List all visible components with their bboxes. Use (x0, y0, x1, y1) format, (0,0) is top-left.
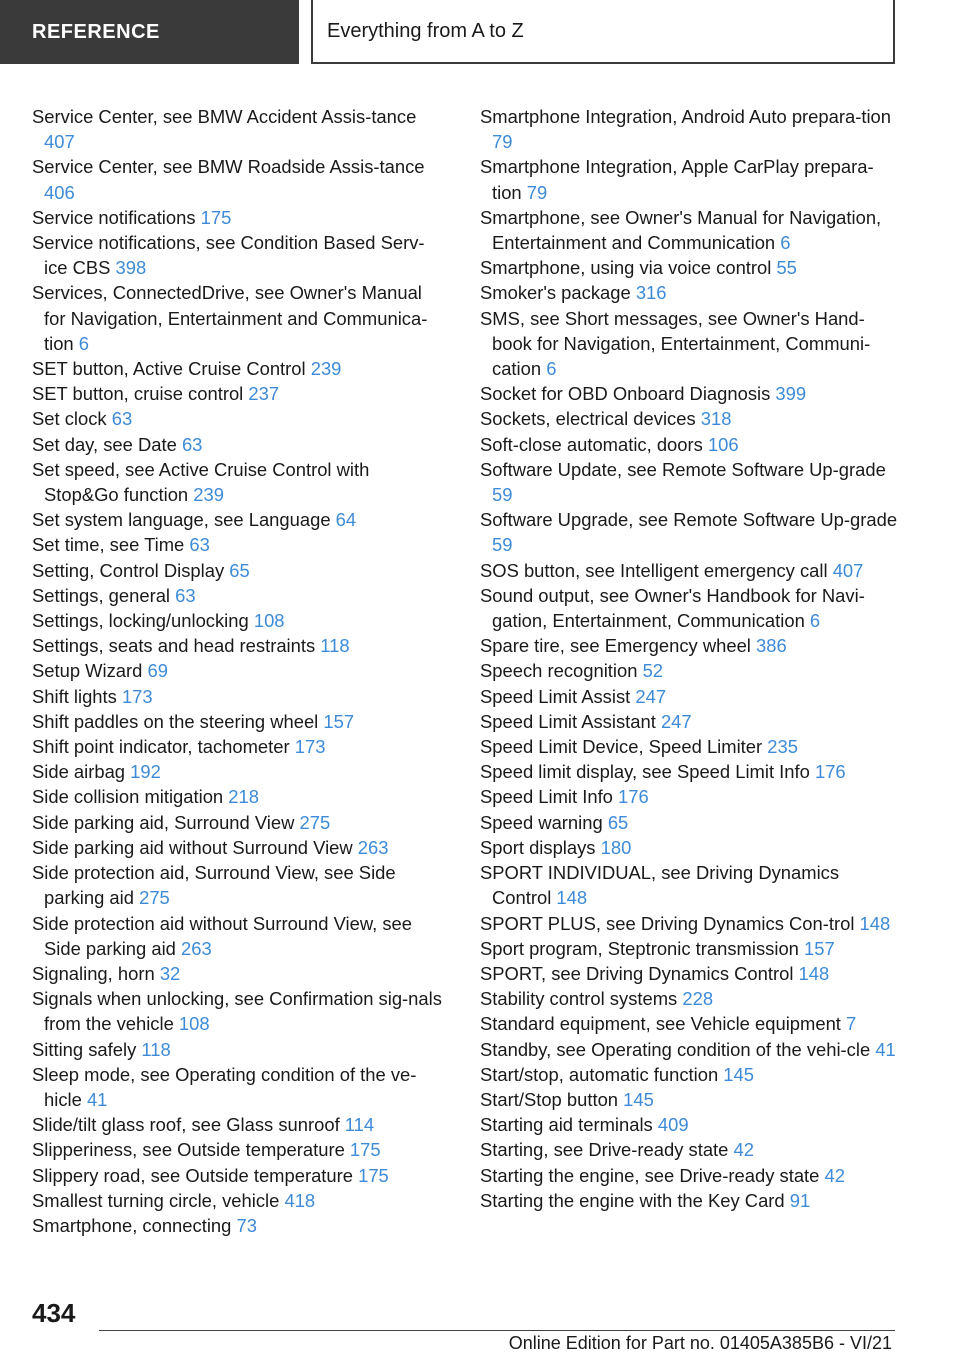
index-entry (480, 633, 900, 658)
page-reference-link[interactable]: 6 (546, 358, 557, 380)
page-reference-link[interactable]: 239 (310, 358, 342, 380)
page-reference-link[interactable]: 237 (248, 383, 280, 405)
index-term: Service Center, see BMW Roadside Assis-tance (32, 156, 425, 178)
index-entry (32, 1137, 447, 1162)
page-reference-link[interactable]: 6 (78, 332, 89, 354)
index-entry (32, 684, 447, 709)
index-term: Slide/tilt glass roof, see Glass sunroof (32, 1114, 345, 1136)
index-entry (32, 230, 447, 280)
index-entry (480, 432, 900, 457)
index-entry (480, 835, 900, 860)
index-term: Speech recognition (480, 660, 643, 682)
index-entry (480, 457, 900, 507)
page-reference-link[interactable]: 145 (723, 1063, 754, 1085)
index-entry (32, 356, 447, 381)
index-entry (480, 406, 900, 431)
index-entry (32, 205, 447, 230)
index-entry (32, 1062, 447, 1112)
page-reference-link[interactable]: 6 (809, 610, 821, 632)
index-entry (32, 1037, 447, 1062)
page-reference-link[interactable]: 63 (189, 534, 210, 556)
page-reference-link[interactable]: 418 (284, 1189, 316, 1211)
index-term: Settings, seats and head restraints (32, 635, 321, 657)
index-entry (480, 205, 900, 255)
index-term: SPORT INDIVIDUAL, see Driving Dynamics Control (480, 862, 840, 909)
index-entry (32, 658, 447, 683)
page-reference-link[interactable]: 176 (618, 786, 649, 808)
index-entry (480, 381, 900, 406)
page-reference-link[interactable]: 145 (623, 1088, 654, 1110)
index-entry (32, 154, 447, 204)
page-reference-link[interactable]: 148 (859, 912, 891, 934)
index-term: Settings, locking/unlocking (32, 610, 254, 632)
index-entry (32, 280, 447, 356)
index-term: Set clock (32, 408, 112, 430)
index-term: Service Center, see BMW Accident Assis-tance (32, 106, 417, 127)
footer-divider (99, 1330, 895, 1331)
index-entry (480, 986, 900, 1011)
index-entry (480, 1163, 900, 1188)
page-reference-link[interactable]: 114 (344, 1114, 375, 1136)
page-reference-link[interactable]: 41 (86, 1088, 108, 1110)
index-entry (480, 583, 900, 633)
index-entry (480, 759, 900, 784)
index-term: Shift paddles on the steering wheel (32, 710, 324, 732)
index-column-left (32, 104, 447, 1238)
index-entry (480, 1112, 900, 1137)
index-term: SOS button, see Intelligent emergency call (480, 559, 833, 581)
index-term: Set time, see Time (32, 534, 190, 556)
index-entry (480, 154, 900, 204)
page-reference-link[interactable]: 406 (44, 181, 75, 203)
index-term: Speed Limit Device, Speed Limiter (480, 736, 768, 758)
page-reference-link[interactable]: 42 (824, 1164, 845, 1186)
index-entry (480, 1011, 900, 1036)
index-entry (32, 835, 447, 860)
index-term: Sitting safely (32, 1038, 142, 1060)
page-header (0, 0, 960, 66)
index-entry (32, 860, 447, 910)
index-entry (480, 961, 900, 986)
index-term: Service notifications (32, 206, 201, 228)
index-term: Stability control systems (480, 988, 683, 1010)
index-term: Sound output, see Owner's Handbook for Navi-gation, Entertainment, Communication (480, 584, 865, 632)
index-term: Speed warning (480, 811, 608, 833)
page-reference-link[interactable]: 157 (323, 710, 355, 732)
index-term: Software Upgrade, see Remote Software Up-grade (480, 509, 898, 531)
page-reference-link[interactable]: 407 (44, 131, 75, 153)
page-reference-link[interactable]: 247 (635, 685, 667, 707)
index-term: Services, ConnectedDrive, see Owner's Manual for Navigation, Entertainment and Communica-tion (32, 282, 428, 354)
page-reference-link[interactable]: 247 (660, 710, 692, 732)
index-entry (480, 255, 900, 280)
index-entry (32, 734, 447, 759)
page-reference-link[interactable]: 108 (253, 610, 285, 632)
page-reference-link[interactable]: 407 (832, 559, 864, 581)
index-term: Side protection aid, Surround View, see Side parking aid (32, 862, 396, 909)
page-reference-link[interactable]: 63 (175, 584, 196, 606)
index-term: Starting the engine with the Key Card (480, 1189, 790, 1211)
index-term: Speed limit display, see Speed Limit Info (480, 761, 815, 783)
page-reference-link[interactable]: 398 (115, 257, 147, 279)
index-term: Smartphone Integration, Apple CarPlay prepara-tion (480, 156, 874, 203)
index-entry (32, 1213, 447, 1238)
edition-note: Online Edition for Part no. 01405A385B6 - VI/21 (508, 1333, 892, 1353)
index-term: Sport program, Steptronic transmission (480, 937, 805, 959)
page-reference-link[interactable]: 79 (526, 181, 548, 203)
index-entry (480, 280, 900, 305)
index-entry (32, 558, 447, 583)
page-reference-link[interactable]: 118 (141, 1038, 171, 1060)
index-term: Starting aid terminals (480, 1114, 658, 1136)
index-term: Shift point indicator, tachometer (32, 736, 295, 758)
index-term: SET button, Active Cruise Control (32, 358, 311, 380)
page-reference-link[interactable]: 63 (111, 408, 133, 430)
page-reference-link[interactable]: 180 (600, 836, 632, 858)
index-term: Side airbag (32, 761, 131, 783)
index-entry (480, 860, 900, 910)
index-entry (32, 532, 447, 557)
index-entry (32, 104, 447, 154)
index-term: Starting the engine, see Drive-ready state (480, 1164, 825, 1186)
page-reference-link[interactable]: 218 (228, 786, 259, 808)
index-entry (32, 381, 447, 406)
index-entry (480, 507, 900, 557)
index-term: Sleep mode, see Operating condition of the ve-hicle (32, 1063, 417, 1110)
index-term: Side collision mitigation (32, 786, 229, 808)
index-term: Speed Limit Info (480, 786, 619, 808)
page-reference-link[interactable]: 148 (798, 962, 830, 984)
page-reference-link[interactable]: 173 (121, 685, 153, 707)
index-term: Set day, see Date (32, 433, 182, 455)
index-entry (32, 1112, 447, 1137)
page-reference-link[interactable]: 228 (682, 988, 714, 1010)
page-reference-link[interactable]: 91 (789, 1189, 811, 1211)
index-term: Spare tire, see Emergency wheel (480, 635, 756, 657)
page-reference-link[interactable]: 175 (200, 206, 232, 228)
page-reference-link[interactable]: 32 (159, 962, 181, 984)
page-reference-link[interactable]: 7 (846, 1013, 857, 1035)
index-entry (480, 306, 900, 382)
index-entry (32, 608, 447, 633)
index-entry (32, 633, 447, 658)
page-reference-link[interactable]: 239 (193, 484, 224, 506)
index-term: Set speed, see Active Cruise Control with Stop&Go function (32, 458, 370, 506)
index-entry (480, 709, 900, 734)
index-term: Starting, see Drive-ready state (480, 1139, 734, 1161)
section-tab: REFERENCE (0, 0, 299, 64)
index-entry (480, 911, 900, 936)
page-reference-link[interactable]: 73 (236, 1214, 257, 1236)
page-reference-link[interactable]: 318 (700, 408, 732, 430)
index-entry (480, 1087, 900, 1112)
index-term: Speed Limit Assistant (480, 710, 661, 732)
index-entry (32, 784, 447, 809)
index-term: Set system language, see Language (32, 509, 336, 531)
index-term: Side parking aid, Surround View (32, 811, 300, 833)
page-reference-link[interactable]: 79 (492, 131, 513, 153)
index-term: Socket for OBD Onboard Diagnosis (480, 383, 776, 405)
index-entry (32, 1188, 447, 1213)
page-reference-link[interactable]: 64 (335, 509, 357, 531)
page-reference-link[interactable]: 41 (875, 1038, 896, 1060)
index-term: Sockets, electrical devices (480, 408, 701, 430)
index-entry (480, 1062, 900, 1087)
page-reference-link[interactable]: 52 (642, 660, 664, 682)
page-reference-link[interactable]: 108 (178, 1013, 210, 1035)
page-reference-link[interactable]: 173 (294, 736, 326, 758)
page-reference-link[interactable]: 275 (299, 811, 331, 833)
page-reference-link[interactable]: 63 (181, 433, 203, 455)
index-term: Smartphone, see Owner's Manual for Navigation, Entertainment and Communication (480, 206, 882, 254)
index-term: SPORT PLUS, see Driving Dynamics Con-trol (480, 912, 860, 934)
page-reference-link[interactable]: 409 (657, 1114, 689, 1136)
index-term: Side parking aid without Surround View (32, 836, 358, 858)
index-term: Signaling, horn (32, 962, 160, 984)
page-reference-link[interactable]: 263 (181, 937, 212, 959)
index-term: Shift lights (32, 685, 122, 707)
index-entry (480, 684, 900, 709)
index-entry (32, 432, 447, 457)
page-reference-link[interactable]: 176 (814, 761, 846, 783)
index-term: Sport displays (480, 836, 601, 858)
page-number: 434 (32, 1298, 76, 1328)
index-entry (480, 558, 900, 583)
page-reference-link[interactable]: 69 (147, 660, 168, 682)
index-term: Smartphone, using via voice control (480, 257, 777, 279)
index-entry (480, 784, 900, 809)
page-reference-link[interactable]: 275 (139, 887, 170, 909)
index-entry (480, 1188, 900, 1213)
index-term: Speed Limit Assist (480, 685, 636, 707)
index-entry (480, 810, 900, 835)
page-reference-link[interactable]: 65 (607, 811, 629, 833)
index-term: Start/stop, automatic function (480, 1063, 724, 1085)
index-entry (32, 911, 447, 961)
index-term: Smallest turning circle, vehicle (32, 1189, 285, 1211)
page-reference-link[interactable]: 157 (804, 937, 835, 959)
page-reference-link[interactable]: 59 (492, 484, 513, 506)
index-term: Start/Stop button (480, 1088, 624, 1110)
index-term: Signals when unlocking, see Confirmation sig-nals from the vehicle (32, 988, 442, 1035)
page-reference-link[interactable]: 6 (780, 232, 791, 254)
index-entry (32, 507, 447, 532)
index-term: Standby, see Operating condition of the vehi-cle (480, 1038, 876, 1060)
index-term: Setup Wizard (32, 660, 148, 682)
page-reference-link[interactable]: 386 (756, 635, 787, 657)
index-entry (480, 936, 900, 961)
index-term: SMS, see Short messages, see Owner's Hand-book for Navigation, Entertainment, Communi-cation (480, 307, 871, 380)
index-term: Slippery road, see Outside temperature (32, 1164, 359, 1186)
chapter-title: Everything from A to Z (311, 0, 895, 64)
page-reference-link[interactable]: 55 (776, 257, 797, 279)
index-entry (32, 583, 447, 608)
index-term: Setting, Control Display (32, 559, 230, 581)
index-entry (32, 986, 447, 1036)
index-term: Settings, general (32, 584, 176, 606)
page-reference-link[interactable]: 263 (357, 836, 389, 858)
index-term: Smartphone, connecting (32, 1214, 237, 1236)
page-reference-link[interactable]: 399 (775, 383, 807, 405)
index-entry (32, 810, 447, 835)
index-entry (480, 1037, 900, 1062)
index-term: Smoker's package (480, 282, 636, 304)
index-entry (480, 104, 900, 154)
index-entry (32, 961, 447, 986)
page-reference-link[interactable]: 106 (707, 433, 739, 455)
index-entry (480, 734, 900, 759)
index-term: Software Update, see Remote Software Up-grade (480, 458, 886, 480)
page-reference-link[interactable]: 148 (556, 887, 588, 909)
index-term: Standard equipment, see Vehicle equipment (480, 1013, 847, 1035)
index-entry (480, 658, 900, 683)
index-term: Soft-close automatic, doors (480, 433, 708, 455)
page-reference-link[interactable]: 175 (358, 1164, 389, 1186)
page-reference-link[interactable]: 118 (320, 635, 350, 657)
index-term: SET button, cruise control (32, 383, 249, 405)
page-reference-link[interactable]: 175 (349, 1139, 381, 1161)
index-entry (32, 406, 447, 431)
page-reference-link[interactable]: 42 (733, 1139, 754, 1161)
index-column-right (480, 104, 900, 1213)
index-entry (32, 709, 447, 734)
index-term: Smartphone Integration, Android Auto prepara-tion (480, 106, 891, 127)
index-term: Service notifications, see Condition Based Serv-ice CBS (32, 232, 425, 279)
page-reference-link[interactable]: 192 (130, 761, 161, 783)
index-entry (480, 1137, 900, 1162)
page-reference-link[interactable]: 316 (635, 282, 667, 304)
index-entry (32, 1163, 447, 1188)
index-term: SPORT, see Driving Dynamics Control (480, 962, 799, 984)
index-term: Side protection aid without Surround View, see Side parking aid (32, 912, 412, 959)
index-entry (32, 457, 447, 507)
index-term: Slipperiness, see Outside temperature (32, 1139, 350, 1161)
page-reference-link[interactable]: 65 (229, 559, 250, 581)
page-reference-link[interactable]: 59 (492, 534, 513, 556)
index-entry (32, 759, 447, 784)
page-reference-link[interactable]: 235 (767, 736, 798, 758)
